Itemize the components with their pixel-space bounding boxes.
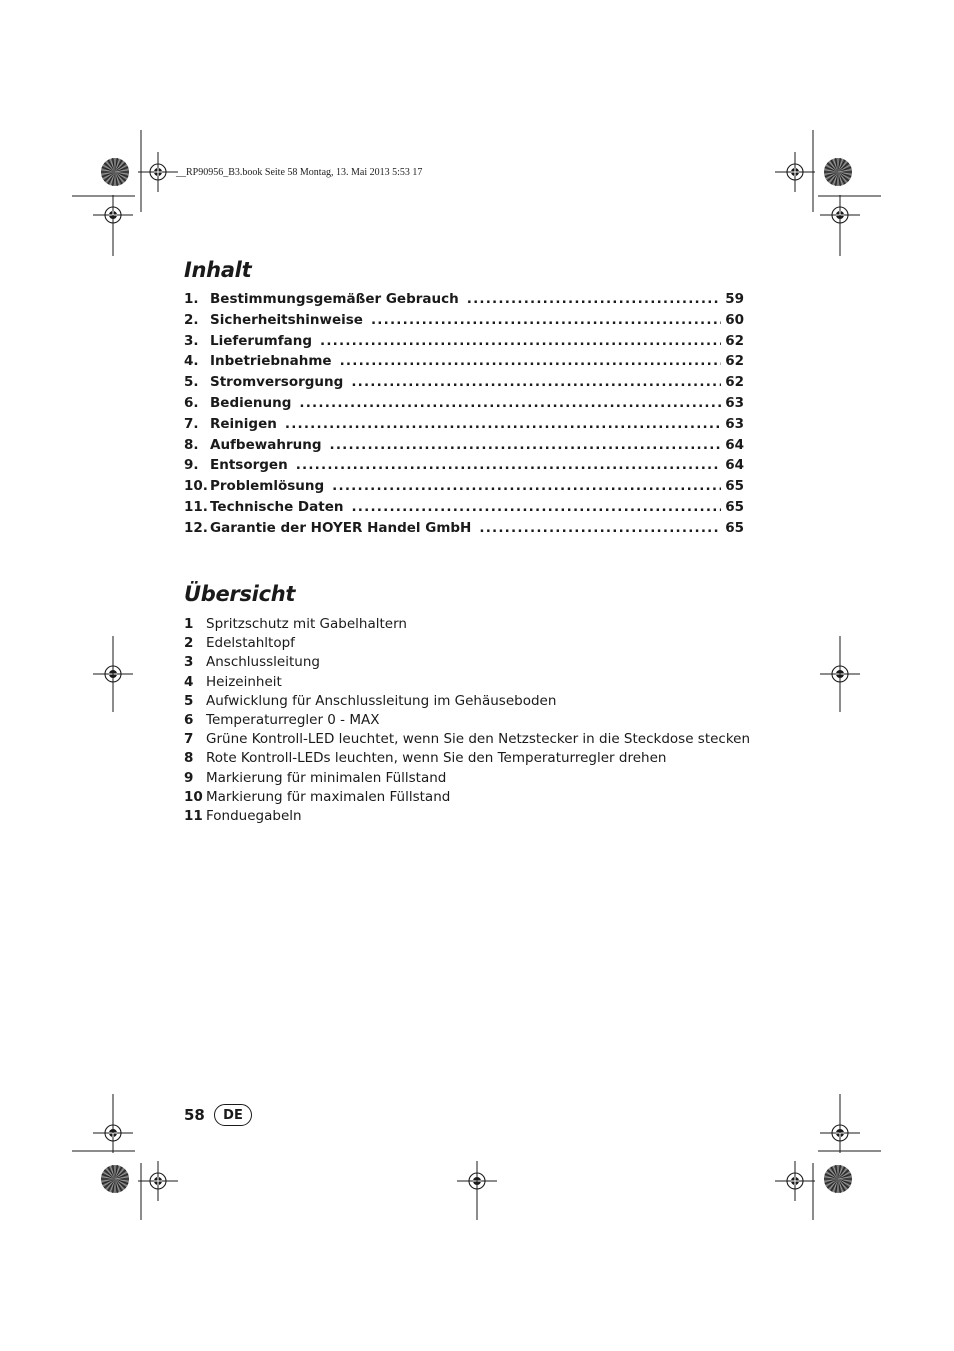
toc-entry-title: Reinigen — [210, 415, 277, 432]
toc-leader-dots — [340, 353, 722, 369]
toc-entry-title: Bestimmungsgemäßer Gebrauch — [210, 291, 459, 307]
toc-entry — [184, 312, 744, 333]
toc-entry-number: 11. — [184, 498, 208, 515]
toc-leader-dots — [467, 291, 721, 307]
toc-entry-page: 65 — [725, 478, 744, 495]
overview-item — [184, 731, 764, 750]
toc-entry — [184, 457, 744, 478]
toc-entry-page: 62 — [725, 374, 744, 391]
toc-leader-dots — [351, 499, 721, 515]
toc-leader-dots — [332, 478, 721, 494]
overview-item — [184, 750, 764, 769]
overview-item-number: 11 — [184, 807, 203, 824]
toc-entry-number: 10. — [184, 478, 208, 495]
toc-entry-title: Inbetriebnahme — [210, 353, 332, 370]
overview-item-text: Anschlussleitung — [206, 654, 320, 671]
toc-entry-number: 4. — [184, 353, 199, 370]
toc-entry-page: 63 — [725, 415, 744, 432]
toc-entry-page: 65 — [725, 519, 744, 536]
toc-entry — [184, 374, 744, 395]
color-wheel-mark — [101, 158, 129, 186]
toc-entry — [184, 416, 744, 437]
overview-item-number: 2 — [184, 635, 194, 652]
registration-mark — [775, 152, 815, 192]
overview-item — [184, 789, 764, 808]
toc-entry-number: 8. — [184, 436, 199, 453]
overview-item — [184, 712, 764, 731]
overview-item-text: Rote Kontroll-LEDs leuchten, wenn Sie den Temperaturregler drehen — [206, 750, 667, 767]
toc-entry — [184, 353, 744, 374]
overview-item-number: 5 — [184, 692, 194, 709]
overview-item-number: 7 — [184, 731, 194, 748]
toc-leader-dots — [351, 374, 721, 390]
toc-entry-title: Lieferumfang — [210, 332, 313, 349]
overview-item — [184, 693, 764, 712]
overview-item — [184, 654, 764, 673]
registration-mark — [775, 1161, 815, 1201]
table-of-contents — [184, 291, 744, 541]
overview-list — [184, 616, 764, 827]
registration-mark — [138, 152, 178, 192]
toc-entry-page: 59 — [725, 291, 744, 307]
color-wheel-mark — [824, 158, 852, 186]
toc-entry-title: Entsorgen — [210, 457, 288, 474]
toc-entry-title: Stromversorgung — [210, 374, 344, 391]
overview-item-text: Temperaturregler 0 - MAX — [206, 711, 380, 728]
overview-item-text: Markierung für maximalen Füllstand — [206, 788, 451, 805]
toc-entry-number: 9. — [184, 457, 199, 474]
registration-mark — [138, 1161, 178, 1201]
overview-item — [184, 674, 764, 693]
overview-item — [184, 770, 764, 789]
toc-entry-page: 64 — [725, 436, 744, 453]
overview-item-number: 8 — [184, 750, 194, 767]
overview-item-text: Aufwicklung für Anschlussleitung im Gehäuseboden — [206, 692, 557, 709]
toc-entry-title: Garantie der HOYER Handel GmbH — [210, 519, 472, 536]
overview-item-text: Edelstahltopf — [206, 635, 295, 652]
toc-leader-dots — [285, 416, 721, 432]
overview-item-text: Markierung für minimalen Füllstand — [206, 769, 447, 786]
overview-item-text: Heizeinheit — [206, 673, 282, 690]
toc-entry-page: 62 — [725, 353, 744, 370]
color-wheel-mark — [824, 1165, 852, 1193]
toc-entry-title: Bedienung — [210, 394, 292, 411]
toc-entry — [184, 437, 744, 458]
toc-entry — [184, 333, 744, 354]
toc-entry-page: 62 — [725, 332, 744, 349]
toc-entry-number: 3. — [184, 332, 199, 349]
language-badge: DE — [214, 1104, 252, 1126]
toc-entry-title: Aufbewahrung — [210, 436, 322, 453]
overview-item-text: Fonduegabeln — [206, 807, 302, 824]
print-header: __RP90956_B3.book Seite 58 Montag, 13. Mai 2013 5:53 17 — [176, 167, 423, 178]
toc-entry-title: Sicherheitshinweise — [210, 311, 363, 328]
toc-entry-title: Technische Daten — [210, 498, 344, 515]
overview-heading: Übersicht — [184, 582, 296, 606]
overview-item-text: Grüne Kontroll-LED leuchtet, wenn Sie den Netzstecker in die Steckdose stecken — [206, 731, 751, 748]
toc-entry-number: 2. — [184, 311, 199, 328]
overview-item — [184, 635, 764, 654]
toc-entry-page: 65 — [725, 498, 744, 515]
toc-entry-page: 64 — [725, 457, 744, 474]
toc-leader-dots — [299, 395, 721, 411]
toc-leader-dots — [296, 457, 722, 473]
toc-leader-dots — [320, 333, 721, 349]
overview-item — [184, 808, 764, 827]
toc-entry-number: 12. — [184, 519, 208, 536]
toc-entry-number: 6. — [184, 394, 199, 411]
overview-item-number: 3 — [184, 654, 194, 671]
toc-entry-number: 7. — [184, 415, 199, 432]
overview-item-number: 6 — [184, 711, 194, 728]
overview-item — [184, 616, 764, 635]
toc-leader-dots — [479, 520, 721, 536]
toc-leader-dots — [371, 312, 721, 328]
overview-item-number: 10 — [184, 788, 203, 805]
toc-entry — [184, 395, 744, 416]
overview-item-number: 9 — [184, 769, 194, 786]
overview-item-number: 1 — [184, 616, 194, 632]
toc-leader-dots — [330, 437, 722, 453]
toc-entry — [184, 499, 744, 520]
toc-entry — [184, 478, 744, 499]
toc-entry-number: 5. — [184, 374, 199, 391]
toc-entry — [184, 291, 744, 312]
toc-entry-number: 1. — [184, 291, 199, 307]
overview-item-number: 4 — [184, 673, 194, 690]
overview-item-text: Spritzschutz mit Gabelhaltern — [206, 616, 407, 632]
toc-entry-title: Problemlösung — [210, 478, 325, 495]
contents-heading: Inhalt — [184, 258, 252, 282]
color-wheel-mark — [101, 1165, 129, 1193]
toc-entry-page: 60 — [725, 311, 744, 328]
toc-entry-page: 63 — [725, 394, 744, 411]
toc-entry — [184, 520, 744, 541]
page-number: 58 — [184, 1106, 205, 1124]
